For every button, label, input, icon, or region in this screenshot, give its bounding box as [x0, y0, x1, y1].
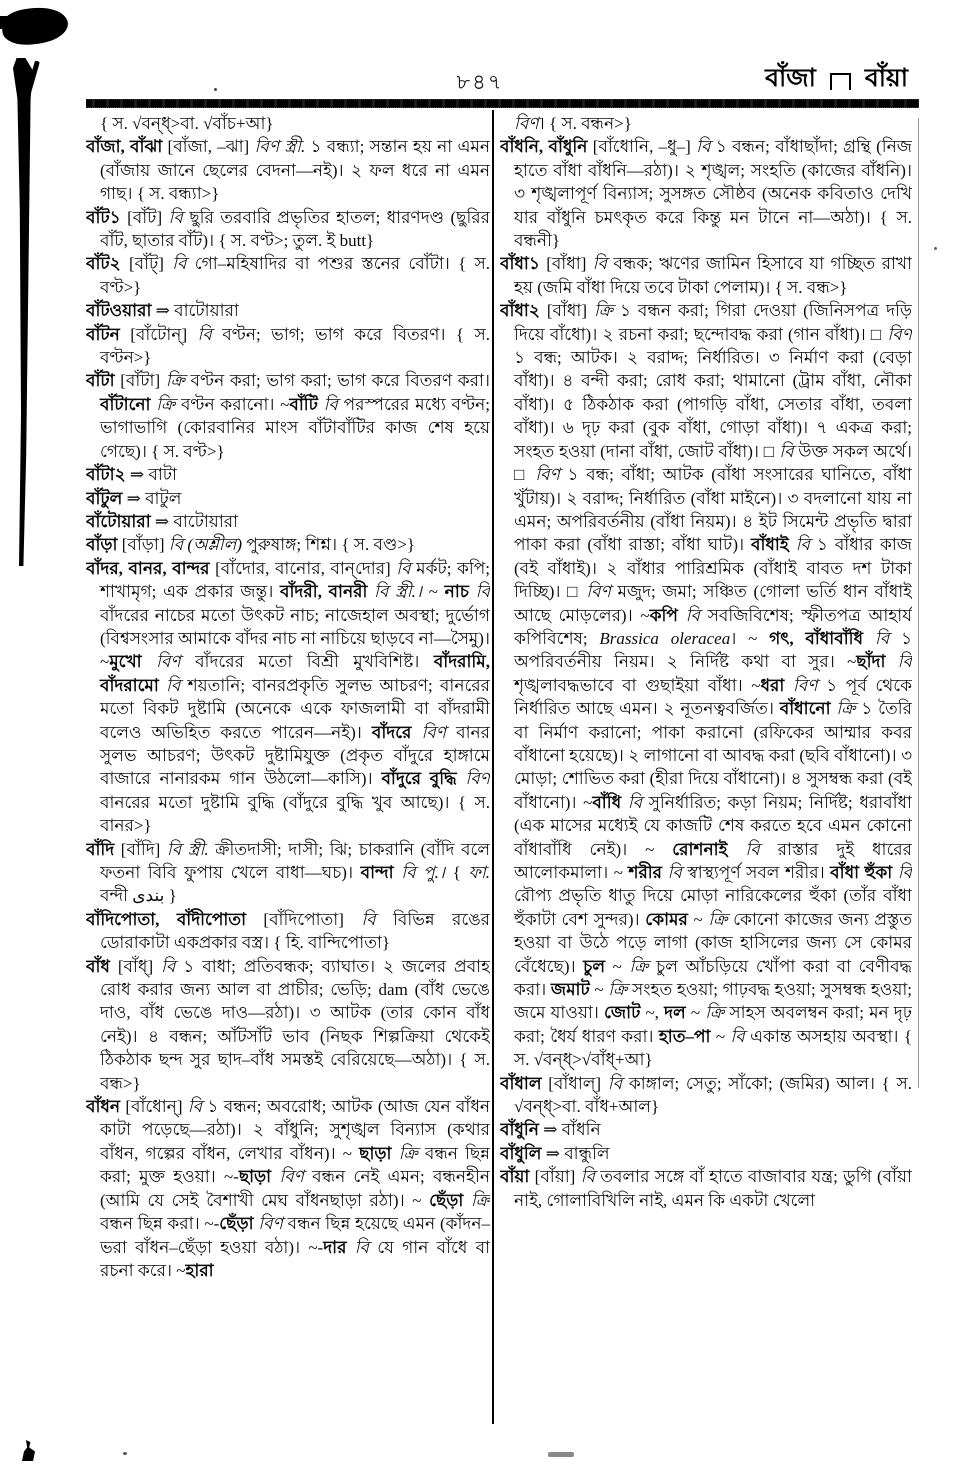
- headword-text: বাঁধনি, বাঁধুনি: [500, 137, 593, 157]
- entry-text: ~: [690, 1003, 706, 1023]
- dictionary-entry: [86, 487, 490, 510]
- entry-text: [বাঁটোন্]: [130, 324, 198, 344]
- pos-label: বি (অশ্লীল): [168, 535, 247, 555]
- open-square-icon: [830, 73, 851, 90]
- headword-text: বাঁটন: [86, 324, 131, 344]
- entry-text: ১ বন্ধ; আটক। ২ বরাদ্দ; নির্ধারিত। ৩ নির্মাণ করা (বেড়া বাঁধা)। ৪ বন্দী করা; রোধ করা; থামানো (ট্রাম বাঁধা, নৌকা বাঁধা)। ৫ ঠিকঠাক করা (পাগড়ি বাঁধা, সেতার বাঁধা, তবলা বাঁধা)। ৬ দৃঢ় করা (বুক বাঁধা, গোড়া বাঁধা)। ৭ একত্র করা; সংহত হওয়া (দানা বাঁধা, জোট বাঁধা)। □: [514, 348, 912, 461]
- dictionary-entry: [500, 299, 912, 1071]
- entry-text: [বাঁধা]: [546, 254, 593, 274]
- pos-label: ক্রি: [705, 1003, 730, 1023]
- dictionary-entry: [500, 112, 912, 135]
- entry-text: ~: [612, 956, 630, 976]
- entry-text: বন্দী بندى }: [100, 886, 177, 906]
- pos-label: ফা.: [468, 863, 490, 882]
- dictionary-entry: [86, 112, 490, 135]
- pos-label: বিণ স্ত্রী.: [254, 137, 311, 157]
- page-number: ৮৪৭: [456, 70, 504, 94]
- headword-text: ছাঁদা: [856, 652, 898, 672]
- headword-text: বাঁধুলি: [500, 1143, 546, 1163]
- headword-text: বাঁদিপোতা, বাঁদীপোতা: [86, 909, 264, 929]
- headword-text: বাঁধাই: [751, 535, 796, 555]
- dictionary-entry: [500, 1165, 912, 1212]
- headword-text: বাঁটি: [289, 394, 324, 414]
- dictionary-entry: [500, 252, 912, 299]
- pos-label: বি: [323, 394, 344, 414]
- entry-text: পরস্পরের মধ্যে বণ্টন; ভাগাভাগি (কোরবানির মাংস বাঁটাবাঁটির কাজ শেষ হয়ে গেছে)। { স. বণ্ট>}: [100, 394, 490, 461]
- entry-text: ১ বন্ধ; বাঁধা; আটক (বাঁধা সংসারের ঘানিতে, বাঁধা খুঁটায়)। ২ বরাদ্দ; নির্ধারিত (বাঁধা মাইনে)। ৩ বদলানো যায় না এমন; অপরিবর্তনীয় (বাঁধা নিয়ম)। ৪ ইট সিমেন্ট প্রভৃতি দ্বারা পাকা করা (বাঁধা রাস্তা; বাঁধা ঘাট)।: [514, 465, 912, 555]
- pos-label: বি: [897, 863, 912, 882]
- dictionary-entry: [500, 1118, 912, 1141]
- pos-label: বি: [396, 558, 417, 578]
- entry-text: বণ্টন করা; ভাগ করা; ভাগ করে বিতরণ করা।: [190, 371, 490, 391]
- dictionary-entry: [86, 838, 490, 908]
- entry-text: কাঙ্গাল; সেতু; সাঁকো; (জমির) আল। { স. √বন্ধ্>বা. বাঁধ+আল}: [514, 1073, 912, 1117]
- entry-text: ছুরি তরবারি প্রভৃতির হাতল; ধারণদণ্ড (ছুরির বাঁট, ছাতার বাঁট)। { স. বণ্ট>; তুল. ই butt}: [100, 207, 490, 251]
- pos-label: বিণ: [465, 769, 490, 789]
- pos-label: বি: [667, 863, 688, 882]
- headword-text: বাঁধা হুঁকা: [830, 863, 898, 882]
- dictionary-entry: [500, 1072, 912, 1119]
- pos-label: বিণ: [279, 1167, 313, 1187]
- scan-speck: [123, 1452, 127, 1455]
- guide-words: [765, 58, 908, 101]
- entry-text: [বাঁটা]: [120, 371, 166, 391]
- dictionary-entry: [86, 557, 490, 838]
- header-rule: [86, 99, 919, 108]
- entry-text: সবজিবিশেষ; স্ফীতপত্র আহার্য কপিবিশেষ;: [514, 605, 912, 648]
- scan-ink-blob-stub: [0, 16, 30, 29]
- headword-text: নাচ: [444, 582, 476, 602]
- headword-text: বাঁটা২: [86, 465, 130, 485]
- entry-text: ~: [594, 980, 609, 1000]
- pos-label: বি: [607, 1073, 629, 1093]
- pos-label: ক্রি: [398, 1143, 425, 1163]
- headword-text: বাঁদরামি, বাঁদরামো: [100, 652, 490, 695]
- pos-label: বি: [475, 582, 490, 602]
- entry-text: মজুদ; জমা; সঞ্চিত (গোলা ভর্তি ধান বাঁধাই আছে মোড়লের)। ~: [514, 582, 912, 625]
- entry-text: স্বাস্থ্যপূর্ণ সবল শরীর।: [687, 863, 831, 882]
- entry-text: ক্রীতদাসী; দাসী; ঝি; চাকরানি (বাঁদি বলে ফতনা বিবি ফুপায় খেলে বাধা—ঘচ)।: [100, 839, 490, 882]
- entry-text: ⇒ বাটোয়ারা: [155, 301, 239, 321]
- entry-text: [বাঁধাল্]: [548, 1073, 608, 1093]
- entry-text: [বাঁট্]: [128, 254, 173, 274]
- headword-text: বাঁধা২: [500, 301, 547, 321]
- entry-text: ⇒ বাটোয়ারা: [154, 511, 239, 531]
- dictionary-entry: [86, 463, 490, 486]
- pos-label: বি: [897, 652, 912, 672]
- dictionary-entry: [500, 1142, 912, 1165]
- headword-text: কপি: [649, 605, 686, 625]
- pos-label: ক্রি: [470, 1190, 490, 1210]
- headword-text: বাঁয়া: [500, 1167, 535, 1187]
- headword-text: বান্দা: [360, 863, 402, 882]
- headword-text: ধরা: [760, 675, 793, 695]
- scan-ink-mark: [22, 1440, 35, 1461]
- entry-text: রৌপ্য প্রভৃতি ধাতু দিয়ে মোড়া নারিকেলের হুঁকা (তাঁর বাঁধা হুঁকাটা বেশ সুন্দর)।: [514, 886, 912, 929]
- pos-label: বি: [172, 254, 195, 274]
- pos-label: বি স্ত্রী.।: [374, 582, 429, 602]
- headword-text: কোমর: [645, 909, 694, 929]
- pos-label: বি: [354, 1237, 378, 1257]
- right-margin-line: [918, 118, 919, 1088]
- entry-text: বণ্টন করানো। ~: [180, 394, 290, 414]
- pos-label: ক্রি: [608, 980, 632, 1000]
- entry-text: [বাঁদিপোতা]: [263, 909, 362, 929]
- headword-text: বাঁদরী, বানরী: [280, 582, 375, 602]
- dictionary-entry: [86, 299, 490, 322]
- headword-text: বাঁটানো: [100, 394, 157, 414]
- headword-text: বাঁধ: [86, 956, 118, 976]
- entry-text: ⇒ বাটুল: [126, 488, 182, 508]
- pos-label: বি পু.।: [401, 863, 453, 882]
- headword-text: বাঁধুনি: [500, 1120, 544, 1140]
- headword-text: বাঁট১: [86, 207, 128, 227]
- headword-text: বাঁটওয়ারা: [86, 301, 156, 321]
- pos-label: বি: [874, 628, 901, 648]
- column-right: [500, 112, 912, 1432]
- entry-text: [বাঁধা]: [546, 301, 594, 321]
- pos-label: বি: [168, 207, 190, 227]
- pos-label: ক্রি: [593, 301, 620, 321]
- pos-label: বি: [696, 137, 716, 157]
- guide-word-left: বাঁজা: [765, 65, 816, 92]
- pos-label: বিণ: [156, 652, 196, 672]
- pos-label: ক্রি: [165, 371, 191, 391]
- entry-text: ⇒ বাটা: [129, 465, 177, 485]
- headword-text: বাঁধি: [592, 792, 628, 812]
- headword-text: বাঁধাল: [500, 1073, 549, 1093]
- entry-text: ⇒ বান্ধুলি: [545, 1143, 610, 1163]
- dictionary-entry: [86, 533, 490, 556]
- entry-text: উক্ত সকল অর্থে। □: [514, 441, 912, 485]
- headword-text: বাঁটুল: [86, 488, 127, 508]
- headword-text: বাঁটা: [86, 371, 121, 391]
- pos-label: বি: [166, 675, 188, 695]
- pos-label: ক্রি: [156, 394, 181, 414]
- pos-label: Brassica oleracea: [599, 628, 731, 648]
- entry-text: সুনির্ধারিত; কড়া নিয়ম; নির্দিষ্ট; ধরাবাঁধা (এক মাসের মধ্যেই যে কাজটি শেষ করতে হবে এমন কোনো বাঁধাবাঁধি নেই)। ~: [514, 792, 912, 859]
- headword-text: বাঁধন: [86, 1097, 126, 1117]
- entry-text: [বাঁট]: [127, 207, 169, 227]
- headword-text: জমাট: [550, 980, 595, 1000]
- column-divider: [492, 110, 494, 1424]
- entry-text: বন্ধন ছিন্ন হয়েছে এমন (কাঁদন–ভরা বাঁধন–ছেঁড়া হওয়া বঠা)। ~-: [100, 1214, 490, 1257]
- entry-text: ~: [715, 1026, 731, 1046]
- pos-label: বি: [745, 839, 778, 859]
- entry-text: ১ বন্ধন; অবরোধ; আটক (আজ যেন বাঁধন কাটা পড়েছে—রঠা)। ২ বাঁধুনি; সুশৃঙ্খল বিন্যাস (কথার বাঁধন, গল্পের বাঁধন, লেখার বাঁধন)। ~: [100, 1097, 490, 1163]
- pos-label: ক্রি: [836, 699, 862, 719]
- entry-text: বাঁদরের মতো বিশ্রী মুখবিশিষ্ট।: [195, 652, 434, 672]
- entry-text: যে গান বাঁধে বা রচনা করে। ~: [100, 1237, 490, 1280]
- dictionary-entry: [86, 206, 490, 253]
- headword-text: মুখো: [109, 652, 157, 672]
- entry-text: ১ তৈরি বা নির্মাণ করানো; পাকা করানো (রফিকের আম্মার কবর বাঁধানো হয়েছে)। ২ লাগানো বা আবদ্ধ করা (ছবি বাঁধানো)। ৩ মোড়া; শোভিত করা (হীরা দিয়ে বাঁধানো)। ৪ সুসম্বন্ধ করা (বই বাঁধানো)। ~: [514, 699, 912, 812]
- headword-text: ছেঁড়া: [219, 1214, 259, 1234]
- headword-text: গৎ, বাঁধাবাঁধি: [769, 628, 875, 648]
- pos-label: বি: [361, 909, 394, 929]
- pos-label: বিণ: [535, 465, 568, 485]
- entry-text: বানর সুলভ আচরণ; উৎকট দুষ্টামিযুক্ত (প্রকৃত বাঁদুরে হাঙ্গামে বাজারে নানারকম গান উঠলো—কাসি)।: [100, 722, 490, 789]
- pos-label: ক্রি: [708, 909, 734, 929]
- pos-label: বিণ: [586, 582, 618, 602]
- entry-text: [বাঁয়া]: [534, 1167, 581, 1187]
- dictionary-entry: [86, 135, 490, 205]
- entry-text: মর্কট; কপি; শাখামৃগ; এক প্রকার জন্তু।: [100, 558, 490, 602]
- headword-text: ছাড়া: [238, 1167, 280, 1187]
- pos-label: বি: [197, 324, 223, 344]
- pos-label: বি স্ত্রী.: [166, 839, 216, 859]
- entry-text: রাস্তার দুই ধারের আলোকমালা। ~: [514, 839, 912, 882]
- entry-text: বানরের মতো দুষ্টামি বুদ্ধি (বাঁদুরে বুদ্ধি খুব আছে)। { স. বানর>}: [100, 792, 490, 836]
- entry-text: [বাঁড়া]: [121, 535, 169, 555]
- entry-text: বিভিন্ন রঙের ডোরাকাটা একপ্রকার বস্ত্র। { হি. বান্দিপোতা}: [100, 909, 490, 953]
- entry-text: ১ পূর্ব থেকে নির্ধারিত আছে এমন। ২ নূতনত্ববর্জিত।: [514, 675, 912, 719]
- dictionary-entry: [86, 252, 490, 299]
- entry-text: সাহস অবলম্বন করা; মন দৃঢ় করা; ধৈর্য ধারণ করা।: [514, 1003, 912, 1046]
- entry-text: ১ বাধা; প্রতিবন্ধক; ব্যাঘাত। ২ জলের প্রবাহ রোধ করার জন্য আল বা প্রাচীর; ভেড়ি; dam (বাঁধ ভেঙে দাও, বাঁধ ভেঙে দাও—রঠা)। ৩ আটক (তার কোন বাঁধ নেই)। ৪ বন্ধন; আঁটসাঁট ভাব (নিছক শিল্পক্রিয়া থেকেই ঠিকঠাক ছন্দ সুর ছাদ–বাঁধ সমস্তই বেরিয়েছে—অঠা)। { স. বন্ধ>}: [100, 956, 490, 1093]
- guide-word-right: বাঁয়া: [864, 65, 908, 92]
- headword-text: ছাড়া: [359, 1143, 399, 1163]
- pos-label: বিণ: [421, 722, 457, 742]
- entry-text: গো–মহিষাদির বা পশুর স্তনের বোঁটা। { স. বণ্ট>}: [100, 254, 490, 297]
- headword-text: বাঁধানো: [779, 699, 837, 719]
- entry-text: কোনো কাজের জন্য প্রস্তুত হওয়া বা উঠে পড়ে লাগা (কাজ হাসিলের জন্য সে কোমর বেঁধেছে)।: [514, 909, 912, 976]
- entry-text: [বাঁজা, –ঝা]: [167, 137, 255, 157]
- headword-text: শরীর: [628, 863, 668, 882]
- headword-text: রোশনাই: [672, 839, 746, 859]
- headword-text: বাঁজা, বাঁঝা: [86, 137, 168, 157]
- dictionary-entry: [86, 955, 490, 1095]
- headword-text: চুল: [583, 956, 613, 976]
- entry-text: ~,: [645, 1003, 665, 1023]
- entry-text: সংহত হওয়া; গাঢ়বদ্ধ হওয়া; সুসম্বন্ধ হওয়া; জমে যাওয়া।: [514, 980, 912, 1023]
- entry-text: বন্ধন নেই এমন; বন্ধনহীন (আমি যে সেই বৈশাখী মেঘ বাঁধনছাড়া রঠা)। ~: [100, 1167, 490, 1210]
- dictionary-entry: [500, 135, 912, 252]
- pos-label: বি: [161, 956, 184, 976]
- entry-text: ১ বন্ধন; বাঁধাছাঁদা; গ্রন্থি (নিজ হাতে বাঁধা বাঁধনি—রঠা)। ২ শৃঙ্খল; সংহতি (কাজের বাঁধনি)। ৩ শৃঙ্খলাপূর্ণ বিন্যাস; সুসঙ্গত সৌষ্ঠব (অনেক কবিতাও দেখি যার বাঁধুনি চমৎকৃত করে কিন্তু মন টানে না—অঠা)। { স. বন্ধনী}: [514, 137, 912, 251]
- pos-label: বি: [779, 441, 799, 461]
- entry-text: বন্ধন ছিন্ন করা; মুক্ত হওয়া। ~-: [100, 1143, 490, 1187]
- headword-text: জোট: [604, 1003, 646, 1023]
- pos-label: বি: [580, 1167, 601, 1187]
- entry-text: [বাঁধোনি, –ধু–]: [592, 137, 697, 157]
- dictionary-entry: [86, 510, 490, 533]
- pos-label: বি: [592, 254, 614, 274]
- headword-text: দার: [323, 1237, 355, 1257]
- entry-text: { স. √বন্ধ্>বা. √বাঁচ+আ}: [100, 114, 274, 133]
- entry-text: ১ অপরিবর্তনীয় নিয়ম। ২ নির্দিষ্ট কথা বা সুর। ~: [514, 628, 912, 672]
- entry-text: বন্ধক; ঋণের জামিন হিসাবে যা গচ্ছিত রাখা হয় (জমি বাঁধা দিয়ে তবে টাকা পেলাম)। { স. বন্ধ>}: [514, 254, 912, 297]
- entry-text: শৃঙ্খলাবদ্ধভাবে বা গুছাইয়া বাঁধা। ~: [514, 675, 761, 695]
- entry-text: চুল আঁচড়িয়ে খোঁপা করা বা বেণীবদ্ধ করা।: [514, 956, 912, 1000]
- entry-text: ~: [428, 582, 445, 602]
- headword-text: হাত–পা: [658, 1026, 716, 1046]
- scan-binding-bar: [13, 58, 33, 566]
- headword-text: বাঁট২: [86, 254, 129, 274]
- pos-label: বি: [795, 535, 817, 555]
- pos-label: বি: [187, 1097, 208, 1117]
- pos-label: বি: [627, 792, 649, 812]
- scan-speck: [934, 247, 937, 250]
- entry-text: ১ বন্ধন করা; গিরা দেওয়া (জিনিসপত্র দড়ি দিয়ে বাঁধো)। ২ রচনা করা; ছন্দোবদ্ধ করা (গান বাঁধা)। □: [514, 301, 912, 344]
- pos-label: ক্রি: [629, 956, 657, 976]
- headword-text: বাঁদুরে বুদ্ধি: [381, 769, 466, 789]
- entry-text: [বাঁদি]: [120, 839, 167, 859]
- headword-text: বাঁদরে: [371, 722, 422, 742]
- entry-text: [বাঁদোর, বানোর, বান্‌দোর]: [215, 558, 397, 578]
- entry-text: ~: [693, 909, 709, 929]
- dictionary-entry: [86, 1095, 490, 1282]
- entry-text: । ~: [730, 628, 770, 648]
- headword-text: দল: [664, 1003, 691, 1023]
- entry-text: {: [452, 863, 469, 882]
- pos-label: বি: [730, 1026, 751, 1046]
- headword-text: হারা: [185, 1260, 214, 1280]
- entry-text: ⇒ বাঁধনি: [543, 1120, 601, 1140]
- scan-speck: [548, 1452, 574, 1457]
- pos-label: বিণ: [258, 1214, 288, 1234]
- pos-label: বিণ: [514, 114, 539, 133]
- entry-text: পুরুষাঙ্গ; শিশ্ন। { স. বণ্ড>}: [246, 535, 416, 555]
- entry-text: ১ বাঁধার কাজ (বই বাঁধাই)। ২ বাঁধার পারিশ্রমিক (বাঁধাই বাবত দশ টাকা দিচ্ছি)। □: [514, 535, 912, 602]
- dictionary-entry: [86, 323, 490, 370]
- dictionary-entry: [86, 908, 490, 955]
- pos-label: বিণ: [792, 675, 827, 695]
- entry-text: বণ্টন; ভাগ; ভাগ করে বিতরণ। { স. বণ্টন>}: [100, 324, 490, 368]
- entry-text: একান্ত অসহায় অবস্থা। { স. √বন্ধ্>√বাঁধ্+আ}: [514, 1026, 912, 1070]
- headword-text: বাঁটোয়ারা: [86, 511, 155, 531]
- headword-text: বাঁড়া: [86, 535, 122, 555]
- entry-text: শয়তানি; বানরপ্রকৃতি সুলভ আচরণ; বানরের মতো বিকট দুষ্টামি (অনেকে একে ফাজলামী বা বাঁদরামী বলেও অভিহিত করতে পারেন—নই)।: [100, 675, 490, 742]
- column-left: [86, 112, 490, 1432]
- pos-label: বি: [685, 605, 708, 625]
- entry-text: । { স. বন্ধন>}: [538, 114, 632, 133]
- entry-text: বাঁদরের নাচের মতো উৎকট নাচ; নাজেহাল অবস্থা; দুর্ভোগ (বিশ্বসংসার আমাকে বাঁদর নাচ না নাচিয়ে ছাড়বে না—সৈমু)। ~: [100, 605, 490, 672]
- headword-text: ছেঁড়া: [429, 1190, 471, 1210]
- entry-text: বন্ধন ছিন্ন করা। ~-: [100, 1214, 220, 1234]
- entry-text: তবলার সঙ্গে বাঁ হাতে বাজাবার যন্ত্র; ডুগি (বাঁয়া নাই, গোলাবিখিলি নাই, এমন কি একটা খেলো: [514, 1167, 912, 1210]
- entry-text: [বাঁধোন্]: [125, 1097, 188, 1117]
- headword-text: বাঁদি: [86, 839, 121, 859]
- entry-text: [বাঁধ্]: [117, 956, 162, 976]
- entry-text: ১ বন্ধ্যা; সন্তান হয় না এমন (বাঁজায় জানে ছেলের বেদনা—নই)। ২ ফল ধরে না এমন গাছ। { স. বন্ধ্যা>}: [100, 137, 490, 204]
- headword-text: বাঁদর, বানর, বান্দর: [86, 558, 216, 578]
- pos-label: বিণ: [887, 324, 912, 344]
- headword-text: বাঁধা১: [500, 254, 547, 274]
- dictionary-entry: [86, 369, 490, 463]
